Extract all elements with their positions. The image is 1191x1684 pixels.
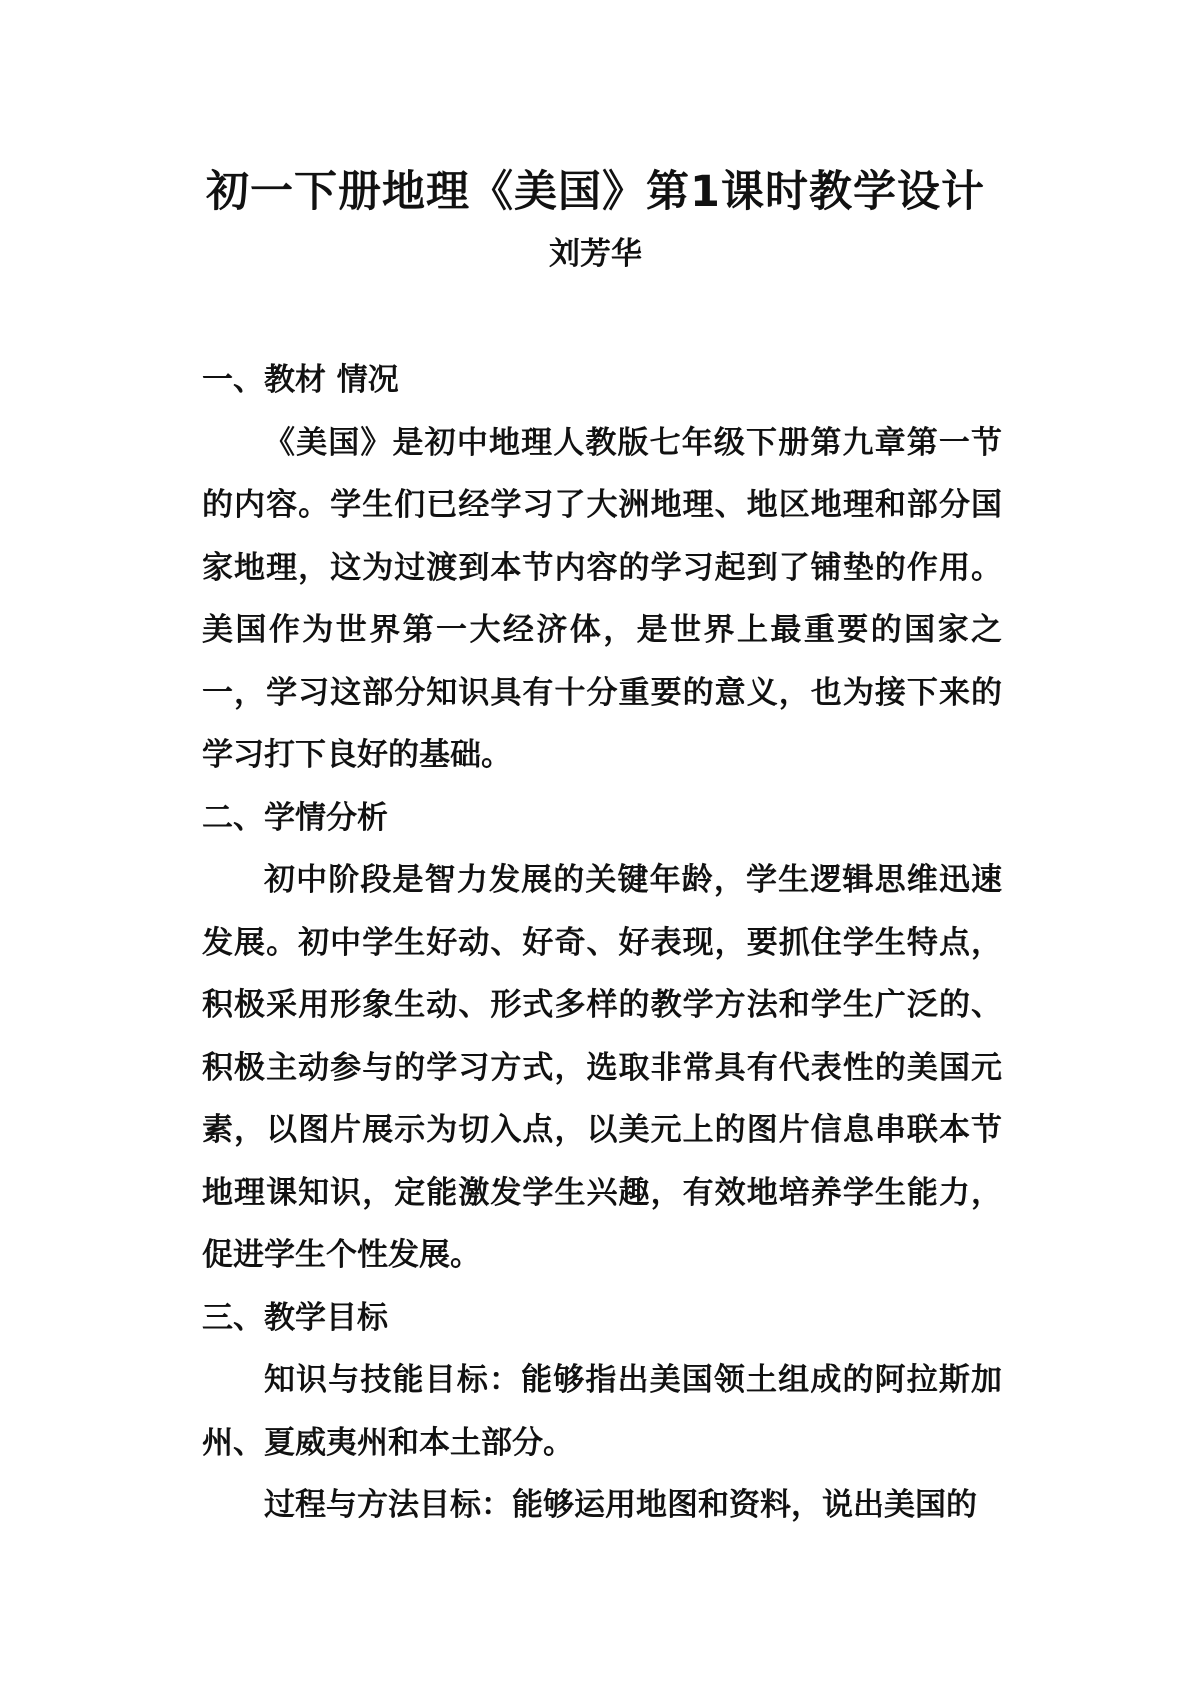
- section-paragraph: 过程与方法目标：能够运用地图和资料，说出美国的: [264, 1487, 977, 1523]
- section-paragraph: 初中阶段是智力发展的关键年龄，学生逻辑思维迅速发展。初中学生好动、好奇、好表现，要抓住学生特点，积极采用形象生动、形式多样的教学方法和学生广泛的、积极主动参与的学习方式，选取非常具有代表性的美国元素，以图片展示为切入点，以美元上的图片信息串联本节地理课知识，定能激发学生兴趣，有效地培养学生能力，促进学生个性发展。: [202, 862, 1002, 1273]
- document-body: [202, 349, 1002, 1537]
- section-heading: 一、教材 情况: [202, 362, 399, 398]
- section-textbook: [202, 349, 1002, 787]
- section-heading: 三、教学目标: [202, 1299, 388, 1336]
- document-author: 刘芳华: [549, 236, 642, 272]
- section-heading: 二、学情分析: [202, 799, 388, 836]
- section-student-analysis: [202, 787, 1002, 1287]
- section-teaching-goals: [202, 1287, 1002, 1537]
- section-paragraph: 知识与技能目标：能够指出美国领土组成的阿拉斯加州、夏威夷州和本土部分。: [202, 1362, 1002, 1461]
- section-paragraph: 《美国》是初中地理人教版七年级下册第九章第一节的内容。学生们已经学习了大洲地理、地区地理和部分国家地理，这为过渡到本节内容的学习起到了铺垫的作用。美国作为世界第一大经济体，是世界上最重要的国家之一，学习这部分知识具有十分重要的意义，也为接下来的学习打下良好的基础。: [202, 424, 1002, 773]
- document-title: 初一下册地理《美国》第1课时教学设计: [206, 167, 985, 217]
